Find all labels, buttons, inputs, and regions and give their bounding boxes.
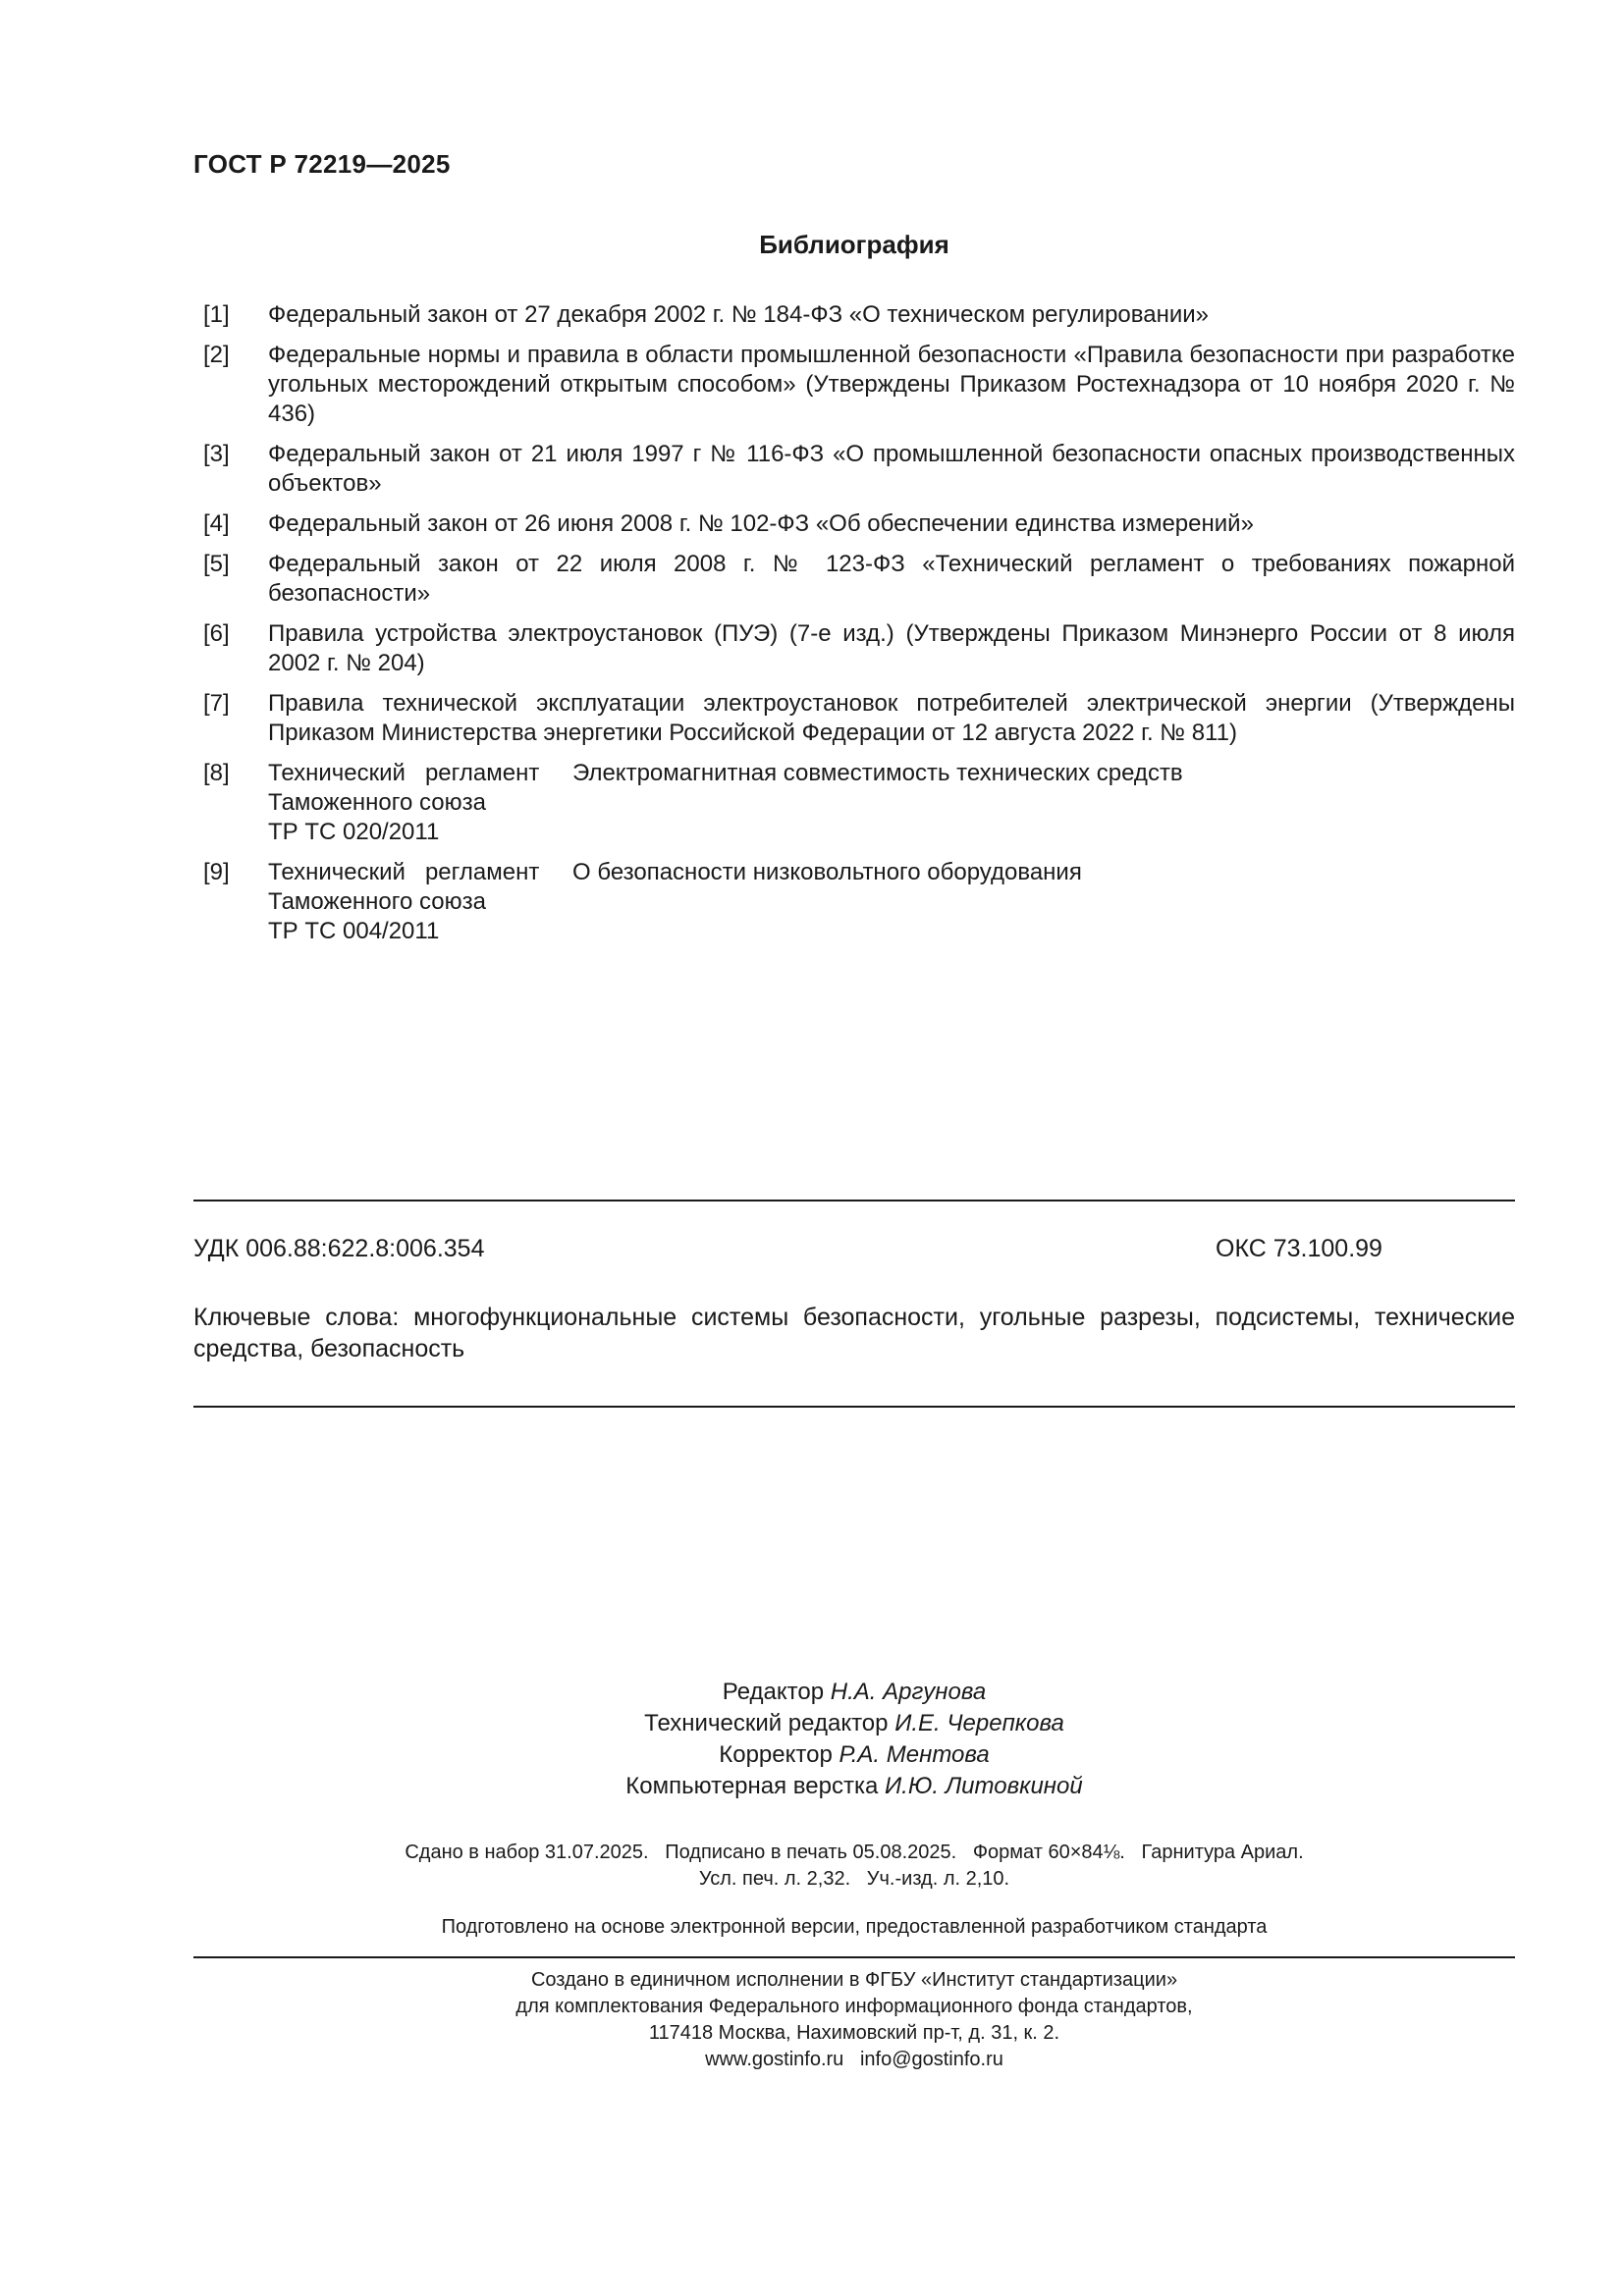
- publisher-info: Создано в единичном исполнении в ФГБУ «Институт стандартизации» для комплектования Федерального информационного фонда стандартов, 117418 Москва, Нахимовский пр-т, д. 31, к. 2. www.gostinfo.ru info@gostinfo.ru: [515, 1969, 1193, 2070]
- item-number: [9]: [203, 859, 230, 885]
- item-number: [8]: [203, 760, 230, 786]
- document-code: ГОСТ Р 72219—2025: [193, 149, 451, 179]
- credit-layout: Компьютерная верстка И.Ю. Литовкиной: [625, 1773, 1083, 1799]
- credit-editor: Редактор Н.А. Аргунова: [722, 1679, 987, 1705]
- divider-top: [193, 1200, 1515, 1201]
- item-number: [1]: [203, 301, 230, 328]
- bibliography-item-regulation: [203, 858, 1515, 946]
- item-text: Федеральный закон от 22 июля 2008 г. № 123-ФЗ «Технический регламент о требованиях пожарной безопасности»: [268, 551, 1515, 607]
- oks-code: ОКС 73.100.99: [1216, 1235, 1382, 1262]
- bibliography-item: [203, 619, 1515, 678]
- item-text: Федеральные нормы и правила в области промышленной безопасности «Правила безопасности при разработке угольных месторождений открытым способом» (Утверждены Приказом Ростехнадзора от 10 ноября 2020 г. № 436): [268, 342, 1515, 427]
- bibliography-item: [203, 509, 1515, 539]
- regulation-type: Технический регламент: [268, 760, 540, 786]
- prepared-note: Подготовлено на основе электронной версии, предоставленной разработчиком стандарта: [441, 1916, 1268, 1938]
- regulation-title: О безопасности низковольтного оборудования: [572, 859, 1082, 885]
- item-number: [7]: [203, 690, 230, 717]
- udk-code: УДК 006.88:622.8:006.354: [193, 1235, 485, 1262]
- regulation-union: Таможенного союза: [268, 888, 486, 915]
- bibliography-title: Библиография: [759, 230, 949, 259]
- regulation-code: ТР ТС 020/2011: [268, 819, 440, 845]
- item-number: [3]: [203, 441, 230, 467]
- bibliography-item: [203, 689, 1515, 748]
- item-text: Федеральный закон от 21 июля 1997 г № 116-ФЗ «О промышленной безопасности опасных производственных объектов»: [268, 441, 1515, 497]
- item-text: Правила устройства электроустановок (ПУЭ) (7-е изд.) (Утверждены Приказом Минэнерго России от 8 июля 2002 г. № 204): [268, 620, 1515, 676]
- print-info: Сдано в набор 31.07.2025. Подписано в печать 05.08.2025. Формат 60×84⅛. Гарнитура Ариал. Усл. печ. л. 2,32. Уч.-изд. л. 2,10.: [405, 1842, 1304, 1890]
- bibliography-item: [203, 550, 1515, 609]
- regulation-title: Электромагнитная совместимость технических средств: [572, 760, 1183, 786]
- keywords: Ключевые слова: многофункциональные системы безопасности, угольные разрезы, подсистемы, технические средства, безопасность: [193, 1304, 1515, 1362]
- credit-tech-editor: Технический редактор И.Е. Черепкова: [644, 1710, 1064, 1736]
- item-number: [2]: [203, 342, 230, 368]
- bibliography-item: [203, 300, 1515, 330]
- item-number: [6]: [203, 620, 230, 647]
- item-number: [5]: [203, 551, 230, 577]
- bibliography-item-regulation: [203, 759, 1515, 847]
- bibliography-list: [203, 300, 1515, 957]
- divider-bottom: [193, 1956, 1515, 1958]
- item-text: Правила технической эксплуатации электроустановок потребителей электрической энергии (Утверждены Приказом Министерства энергетики Российской Федерации от 12 августа 2022 г. № 811): [268, 690, 1515, 746]
- item-text: Федеральный закон от 26 июня 2008 г. № 102-ФЗ «Об обеспечении единства измерений»: [268, 510, 1254, 537]
- regulation-union: Таможенного союза: [268, 789, 486, 816]
- credit-corrector: Корректор Р.А. Ментова: [719, 1741, 990, 1768]
- credits-block: [0, 1677, 1624, 1802]
- divider-middle: [193, 1406, 1515, 1408]
- regulation-type: Технический регламент: [268, 859, 540, 885]
- bibliography-item: [203, 440, 1515, 499]
- bibliography-item: [203, 341, 1515, 429]
- item-text: Федеральный закон от 27 декабря 2002 г. № 184-ФЗ «О техническом регулировании»: [268, 301, 1210, 328]
- regulation-code: ТР ТС 004/2011: [268, 918, 440, 944]
- item-number: [4]: [203, 510, 230, 537]
